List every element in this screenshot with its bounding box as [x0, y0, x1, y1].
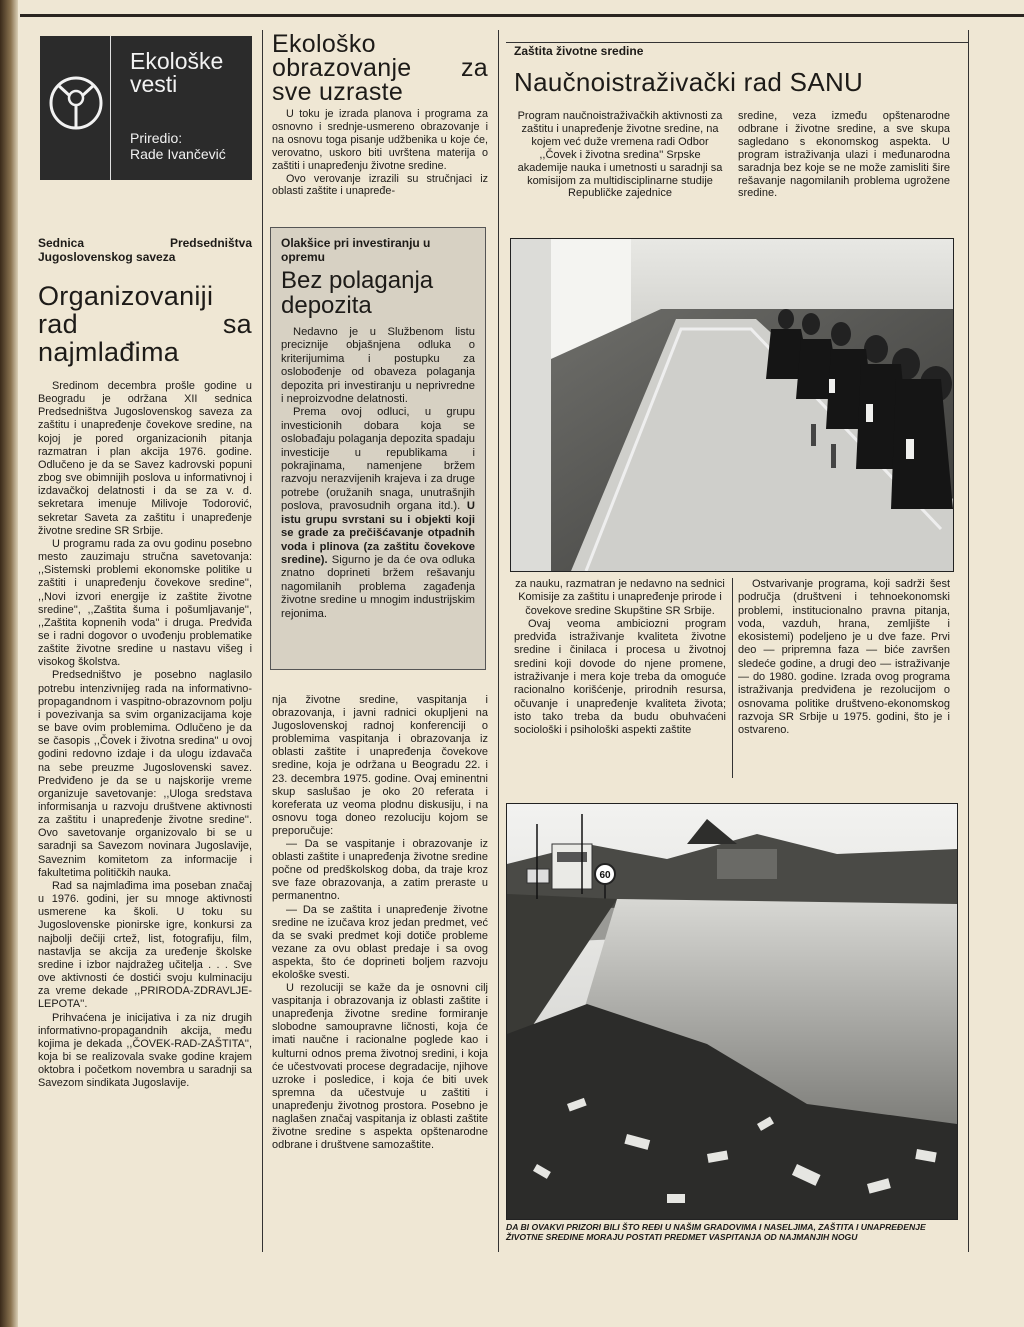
- speed-sign-text: 60: [599, 870, 611, 881]
- article3-paragraph-text: Prema ovoj odluci, u grupu investicionih dobara koja se oslobađaju polaganja depozita spadaju investicije u republikama i pokrajinama, namenjene bržem razvoju nerazvijenih krajeva i za druge potrebe (oružanih snaga, unutrašnjih poslova, pravosudnih organa itd.).: [281, 406, 475, 513]
- article2-continuation: [272, 694, 488, 1152]
- article2-cont-paragraph: nja životne sredine, vaspitanja i obrazovanja, i javni radnici okupljeni na Jugoslovenskoj radnoj konferenciji o problemima vaspitanja i obrazovanja iz oblasti zaštite i unapređenja čovekove sredine, koja je održana u Beogradu 22. i 23. decembra 1975. godine. Ovaj eminentni skup saslušao je oko 20 referata i koreferata uz veoma plodnu diskusiju, i na osnovu toga doneo rezoluciju kojom se preporučuje:: [272, 694, 488, 837]
- article-bez-polaganja-box: [270, 227, 486, 670]
- article-sanu-header: [514, 44, 964, 107]
- logo-title: [130, 50, 223, 96]
- logo-editor: [130, 130, 226, 162]
- article1-paragraph: Sredinom decembra prošle godine u Beogradu je održana XII sednica Predsedništva Jugoslovenskog saveza za zaštitu i unapređenje čovekove sredine, na kojoj je pored organizacionih pitanja razmatran i plan akcija 1976. godine. Odlučeno je da se Savez kadrovski popuni zbog sve obimnijih poslova u informativnoj i izdavačkoj delatnosti i da se za v. d. sekretara imenuje Milivoje Todorović, sekretar Saveta za zaštitu i unapređenje životne sredine SR Srbije.: [38, 380, 252, 537]
- pollution-photo: [506, 803, 958, 1220]
- ecology-symbol-icon: [48, 58, 104, 148]
- article4-intro-text1: Program naučnoistraživačkih aktivnosti za zaštitu i unapređenje životne sredine, na kojem već duže vremena radi Odbor ,,Čovek i životna sredina'' Srpske akademije nauka i umetnosti u saradnji sa komisijom za multidisciplinarne studije Republičke zajednice: [517, 110, 723, 200]
- column-rule-middle: [498, 30, 499, 1252]
- article2-cont-paragraph: U rezoluciji se kaže da je osnovni cilj vaspitanja i obrazovanja iz oblasti zaštite i unapređenja životne sredine formiranje slobodne samoupravne ličnosti, koja će imati naučne i racionalne poglede kao i kulturni odnos prema životnoj sredini, i koja će učestvovati procese degradacije, njihove uzroke i posledice, i koja će biti uvek spremna da učestvuje u zaštiti i unapređenju životnog prostora. Posebno je naglašen značaj vaspitanja iz oblasti zaštite životne sredine s aspekta opštenarodne odbrane i društvene samozaštite.: [272, 982, 488, 1152]
- article4-kicker: Zaštita životne sredine: [514, 44, 644, 58]
- sanu-column-rule: [732, 578, 733, 778]
- logo-title-line2: vesti: [130, 71, 178, 97]
- article4-intro-text2: sredine, veza između opštenarodne odbrane i životne sredine, a sve skupa sagledano s ekonomskog aspekta. U program istraživanja ulazi i međunarodna saradnja bez koje se ne može zamisliti šire rešavanje nagomilanih problema ugrožene sredine.: [738, 110, 950, 200]
- article1-kicker: Sednica Predsedništva Jugoslovenskog saveza: [38, 236, 252, 264]
- photo-caption: DA BI OVAKVI PRIZORI BILI ŠTO REĐI U NAŠIM GRADOVIMA I NASELJIMA, ZAŠTITA I UNAPREĐENJE ŽIVOTNE SREDINE MORAJU POSTATI PREDMET VASPITANJA OD NAJMANJIH NOGU: [506, 1222, 926, 1242]
- article-ekolosko-obrazovanje: [272, 32, 488, 198]
- logo-divider: [110, 36, 111, 180]
- article4-intro-col1: [514, 110, 726, 200]
- article2-paragraph: U toku je izrada planova i programa za osnovno i srednje-usmereno obrazovanje i na osnovu toga pisanje udžbenika u koje će, verovatno, uskoro biti uvrštena materija o zaštiti i unapređenju životne sredine.: [272, 108, 488, 172]
- logo-title-line1: Ekološke: [130, 48, 224, 74]
- article3-tail-text: Sigurno je da će ova odluka znatno doprineti bržem rešavanju nagomilanih problema zagađenja životne sredine u mnogim industrijskim rejonima.: [281, 553, 475, 620]
- editor-name: Rade Ivančević: [130, 146, 226, 162]
- article4-lower-col2: [738, 578, 950, 738]
- article3-bold-text: U istu grupu svrstani su i objekti koji se grade za prečišćavanje otpadnih voda i plinova (za zaštitu čovekove sredine).: [281, 500, 475, 566]
- article3-paragraph: [281, 406, 475, 621]
- meeting-photo: [510, 238, 954, 572]
- article-organizovaniji: [38, 236, 252, 1090]
- page-edge: [0, 0, 18, 1327]
- article3-headline: Bez polaganja depozita: [281, 267, 434, 319]
- article1-headline: Organizovaniji rad sa najmlađima: [38, 281, 252, 367]
- article4-lower-col1: [514, 578, 726, 738]
- article2-paragraph: Ovo verovanje izrazili su stručnjaci iz oblasti zaštite i unapređe-: [272, 172, 488, 198]
- article4-lower-paragraph: Ovaj veoma ambiciozni program predviđa istraživanje kvaliteta životne sredine i činilaca i procesa u životnoj sredini koji dovode do njene promene, istraživanje i mera koje treba da omoguće racionalno korišćenje, prirodnih resursa, očuvanje i unapređenje kvaliteta života; isto tako treba da budu obuhvaćeni sociološki i psihološki aspekti zaštite: [514, 617, 726, 737]
- article4-headline: Naučnoistraživački rad SANU: [514, 67, 864, 97]
- article2-cont-paragraph: — Da se vaspitanje i obrazovanje iz oblasti zaštite i unapređenja životne sredine počne od predškolskog doba, da traje kroz sve faze obrazovanja, a zatim preraste u permanentno.: [272, 838, 488, 903]
- article4-lower-paragraph: Ostvarivanje programa, koji sadrži šest područja (društveni i tehnoekonomski problemi, institucionalno pravna pitanja, voda, vazduh, hrana, zemljište i ekosistemi) podeljeno je u dve faze. Prvi deo — pripremna faza — biće završen sledeće godine, a drugi deo — istraživanje — do 1980. godine. Izrada ovog programa istraživanja predviđena je rezolucijom o osnovama politike društveno-ekonomskog razvoja SR Srbije u 1975. godini, što je i ostvareno.: [738, 578, 950, 737]
- article1-paragraph: Prihvaćena je inicijativa i za niz drugih informativno-propagandnih akcija, među kojima je dekada ,,ČOVEK-RAD-ZAŠTITA'', koja bi se realizovala svake godine krajem oktobra i početkom novembra u saradnji sa Savezom sindikata Jugoslavije.: [38, 1011, 252, 1090]
- article3-paragraph: Nedavno je u Službenom listu preciznije objašnjena odluka o kriterijumima i postupku za oslobođenje od obaveza polaganja depozita pri investiranju u neprivredne i neproizvodne delatnosti.: [281, 326, 475, 406]
- article3-kicker: Olakšice pri investiranju u opremu: [281, 236, 431, 264]
- article1-body: [38, 380, 252, 1090]
- article2-cont-paragraph: — Da se zaštita i unapređenje životne sredine ne izučava kroz jedan predmet, već da se svaki predmet koji dotiče probleme vezane za ovu oblast predaje i sa ovog aspekta, što će doprineti boljem razvoju ekološke svesti.: [272, 903, 488, 981]
- column-rule-left: [262, 30, 263, 1252]
- article4-intro-col2: [738, 110, 950, 200]
- article1-paragraph: Predsedništvo je posebno naglasilo potrebu intenzivnijeg rada na informativno-propagandnom i vaspitno-obrazovnom polju i povezivanja sa svim organizacijama koje se bave ovim problemima. Odlučeno je da se časopis ,,Čovek i životna sredina'' u ovoj godini redovno izdaje i da ulogu izdavača na sebe preuzme Jugoslovenski savez. Predviđeno je da se u najskorije vreme organizuje savetovanje: ,,Uloga sredstava informisanja u razvoju društvene aktivnosti za zaštitu i unapređenje životne sredine''. Ovo savetovanje organizovalo bi se u saradnji sa Savezom novinara Jugoslavije, Saveznim komitetom za informacije i fakultetima političkih nauka.: [38, 669, 252, 879]
- editor-label: Priredio:: [130, 130, 183, 146]
- article1-paragraph: U programu rada za ovu godinu posebno mesto zauzimaju stručna savetovanja: ,,Sistemski problemi ekonomske politike u zaštiti i unapređenju čovekove sredine'', ,,Novi izvori energije iz zaštite životne sredine'', ,,Zaštita šuma i pošumljavanje'', ,,Zaštita kopnenih voda'' i druga. Predviđa se i radni dogovor o uvođenju problematike zaštite životne sredine u nastavu višeg i visokog školstva.: [38, 537, 252, 669]
- sanu-top-rule: [506, 42, 968, 43]
- top-rule: [20, 14, 1024, 17]
- article2-headline: Ekološko obrazovanje za sve uzraste: [272, 30, 488, 106]
- article4-lower-paragraph: za nauku, razmatran je nedavno na sednici Komisije za zaštitu i unapređenje prirode i čovekove sredine Skupštine SR Srbije.: [515, 578, 725, 617]
- column-rule-right: [968, 30, 969, 1252]
- ekoloske-vesti-logo-box: [40, 36, 252, 180]
- article1-paragraph: Rad sa najmlađima ima poseban značaj u 1976. godini, jer su mnoge aktivnosti usmerene ka školi. U toku su Jugoslovenske pionirske igre, konkursi za najbolji dečiji crtež, list, fotografiju, film, nastavlja se akcija za uređenje školske sredine i izbor najdražeg učitelja . . . Sve ove aktivnosti će dostići svoju kulminaciju za vreme dekade ,,PRIRODA-ZDRAVLJE-LEPOTA''.: [38, 879, 252, 1011]
